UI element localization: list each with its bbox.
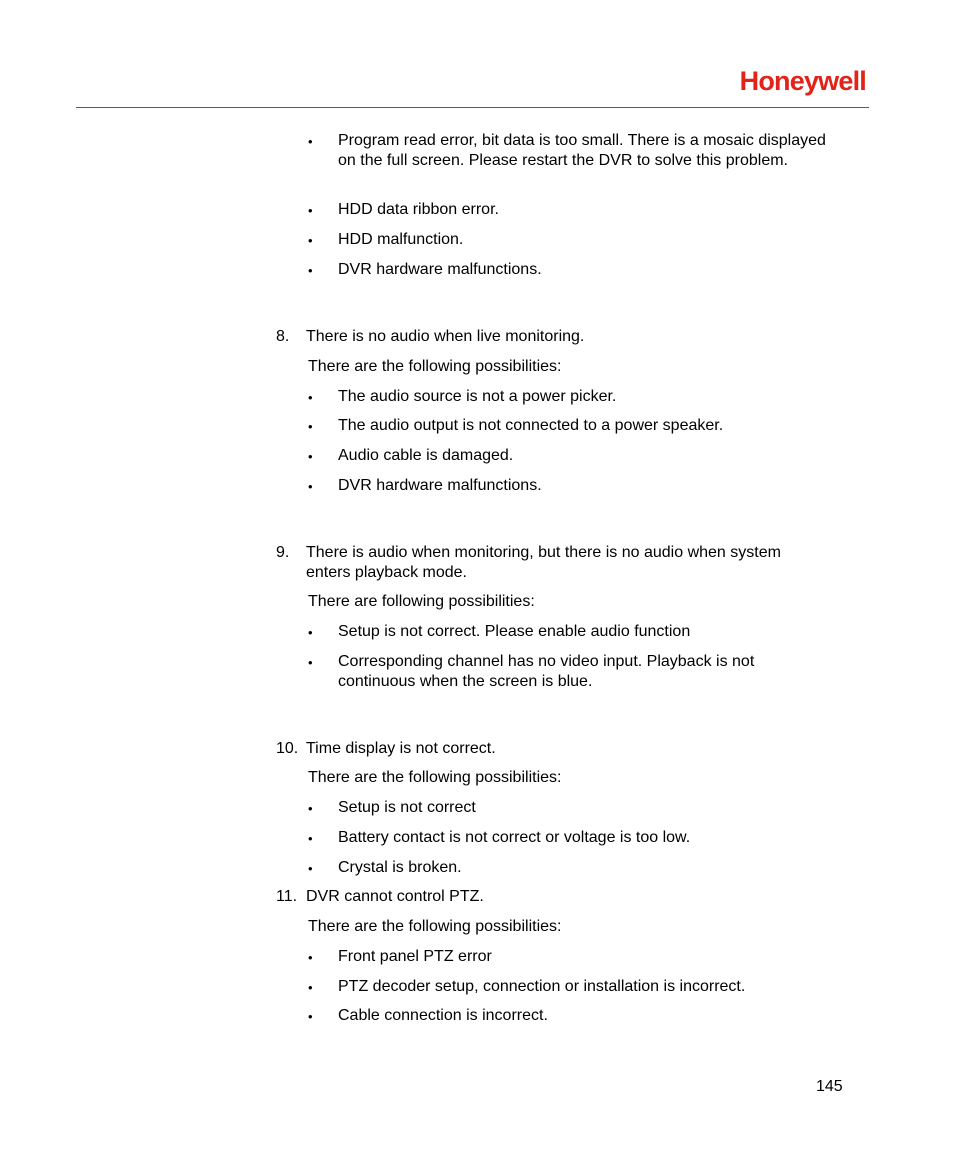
item-number: 8. <box>276 328 290 345</box>
bullet-icon: • <box>308 390 313 405</box>
list-item-text: HDD data ribbon error. <box>338 201 499 218</box>
list-item-text: Crystal is broken. <box>338 859 462 876</box>
list-item-text: Setup is not correct <box>338 799 476 816</box>
bullet-icon: • <box>308 203 313 218</box>
item-number: 9. <box>276 544 290 561</box>
possibilities-intro: There are the following possibilities: <box>308 918 562 935</box>
possibilities-intro: There are following possibilities: <box>308 593 535 610</box>
honeywell-logo: Honeywell <box>739 66 866 96</box>
bullet-icon: • <box>308 950 313 965</box>
list-item-text: The audio source is not a power picker. <box>338 388 617 405</box>
list-item-text: Battery contact is not correct or voltage is too low. <box>338 829 691 846</box>
bullet-icon: • <box>308 449 313 464</box>
item-number: 11. <box>276 888 298 905</box>
item-text: DVR cannot control PTZ. <box>306 888 484 905</box>
list-item-text: PTZ decoder setup, connection or installation is incorrect. <box>338 978 746 995</box>
bullet-icon: • <box>308 831 313 846</box>
bullet-icon: • <box>308 655 313 670</box>
list-item-text: The audio output is not connected to a power speaker. <box>338 417 724 434</box>
bullet-icon: • <box>308 263 313 278</box>
bullet-icon: • <box>308 1009 313 1024</box>
bullet-icon: • <box>308 625 313 640</box>
bullet-icon: • <box>308 980 313 995</box>
list-item-text: Front panel PTZ error <box>338 948 492 965</box>
list-item-text: Audio cable is damaged. <box>338 447 514 464</box>
item-text: There is audio when monitoring, but there is no audio when system enters playback mode. <box>306 544 781 581</box>
list-item-text: Program read error, bit data is too small. There is a mosaic displayed on the full screen. Please restart the DVR to solve this problem. <box>338 132 826 169</box>
list-item-text: Setup is not correct. Please enable audio function <box>338 623 691 640</box>
list-item-text: DVR hardware malfunctions. <box>338 261 542 278</box>
item-text: There is no audio when live monitoring. <box>306 328 585 345</box>
header-rule <box>76 107 869 108</box>
bullet-icon: • <box>308 479 313 494</box>
bullet-icon: • <box>308 134 313 149</box>
page-number: 145 <box>816 1078 843 1095</box>
list-item-text: Corresponding channel has no video input. Playback is not continuous when the screen is blue. <box>338 653 755 690</box>
bullet-icon: • <box>308 801 313 816</box>
possibilities-intro: There are the following possibilities: <box>308 769 562 786</box>
list-item-text: Cable connection is incorrect. <box>338 1007 548 1024</box>
possibilities-intro: There are the following possibilities: <box>308 358 562 375</box>
item-text: Time display is not correct. <box>306 740 496 757</box>
bullet-icon: • <box>308 419 313 434</box>
list-item-text: DVR hardware malfunctions. <box>338 477 542 494</box>
bullet-icon: • <box>308 233 313 248</box>
item-number: 10. <box>276 740 299 757</box>
list-item-text: HDD malfunction. <box>338 231 464 248</box>
bullet-icon: • <box>308 861 313 876</box>
